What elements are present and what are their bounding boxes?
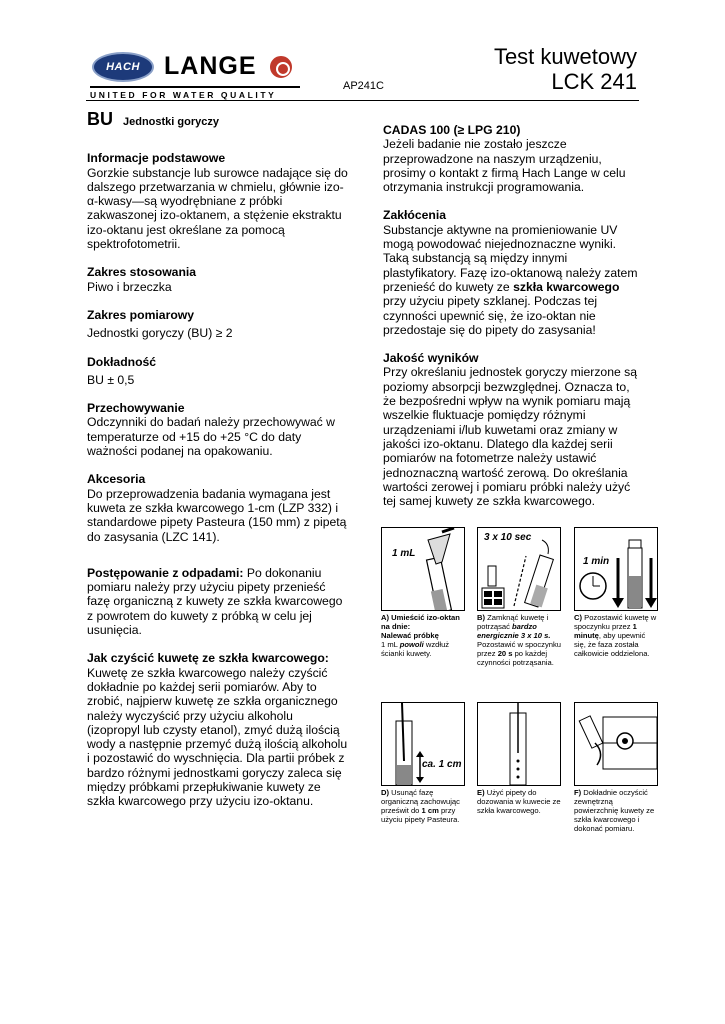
- step-a: [381, 527, 465, 658]
- section-text: Do przeprowadzenia badania wymagana jest kuweta ze szkła kwarcowego 1-cm (LZP 332) i standardowe pipety Pasteura (150 mm) z pipetą do zasysania (LZC 141).: [87, 486, 347, 544]
- title-line-2: LCK 241: [551, 69, 637, 94]
- section-heading: Zakres pomiarowy: [87, 307, 195, 322]
- left-column: [87, 109, 349, 823]
- step-d: [381, 702, 465, 824]
- distance-label: ca. 1 cm: [422, 759, 462, 770]
- step-d-caption: D) Usunąć fazę organiczną zachowując prześwit do 1 cm przy użyciu pipety Pasteura.: [381, 788, 460, 824]
- section-text-bold: szkła kwarcowego: [513, 279, 620, 294]
- section-heading: Postępowanie z odpadami:: [87, 565, 244, 580]
- section-text: Po dokonaniu pomiaru należy przy użyciu pipety przenieść fazę organiczną z kuwety ze szkła kwarcowego z powrotem do kuwety z próbką w celu jej usunięcia.: [87, 565, 343, 638]
- step-e: [477, 702, 561, 815]
- section-storage: [87, 401, 349, 458]
- section-accuracy: [87, 355, 349, 388]
- step-c-caption: C) Pozostawić kuwetę w spoczynku przez 1 minutę, aby upewnić się, że faza została całkowicie oddzielona.: [574, 613, 657, 658]
- section-waste: [87, 566, 349, 637]
- section-heading: Jakość wyników: [383, 351, 479, 366]
- step-e-illustration: [477, 702, 561, 786]
- step-b: [477, 527, 561, 667]
- step-d-illustration: [381, 702, 465, 786]
- right-column: [383, 123, 643, 522]
- section-text: Piwo i brzeczka: [87, 279, 172, 294]
- section-heading: Dokładność: [87, 354, 157, 369]
- step-f-illustration: [574, 702, 658, 786]
- section-heading: CADAS 100 (≥ LPG 210): [383, 123, 521, 137]
- section-cleaning: [87, 651, 349, 808]
- section-text: Jednostki goryczy (BU) ≥ 2: [87, 326, 233, 341]
- section-text: Przy określaniu jednostek goryczy mierzone są poziomy absorpcji bezwzględnej. Oznacza to, że bezpośredni wpływ na wynik pomiaru mają wszelkie fluktuacje pomiędzy różnymi urządzeniami i/lub kuwetami oraz zmiany w jakości izo-oktanu. Dlatego dla każdej serii pomiarów na fotometrze należy ustawić jednoznaczną wartość zerową. Do określania wartości zerowej i pomiaru próbki należy użyć tej samej kuwety ze szkła kwarcowego.: [383, 365, 638, 509]
- parameter-label: Jednostki goryczy: [123, 116, 219, 128]
- section-scope: [87, 265, 349, 294]
- lange-mark-icon: [270, 56, 292, 78]
- section-info: [87, 151, 349, 251]
- remove-phase-icon: [382, 703, 465, 786]
- section-cadas: [383, 123, 643, 194]
- hach-lange-logo: [90, 50, 300, 84]
- lange-logo-text: LANGE: [164, 52, 257, 80]
- section-text: Gorzkie substancje lub surowce nadające się do dalszego przetwarzania w chmielu, głównie izo-α-kwasy—są wyodrębniane z próbki zakwaszonej izo-oktanem, a stężenie ekstraktu izo-oktanu jest określane za pomocą spektrofotometrii.: [87, 165, 348, 252]
- section-interference: [383, 208, 643, 337]
- pipette-cuvette-icon: [382, 528, 465, 611]
- section-range: [87, 308, 349, 341]
- step-f-caption: F) Dokładnie oczyścić zewnętrzną powierzchnię kuwety ze szkła kwarcowego i dokonać pomiaru.: [574, 788, 655, 833]
- section-heading: Zakłócenia: [383, 208, 446, 223]
- parameter-code: BU: [87, 109, 113, 129]
- step-e-caption: E) Użyć pipety do dozowania w kuwecie ze szkła kwarcowego.: [477, 788, 561, 815]
- pipette-quartz-cuvette-icon: [478, 703, 561, 786]
- section-heading: Zakres stosowania: [87, 265, 197, 280]
- step-a-illustration: [381, 527, 465, 611]
- hach-logo: HACH: [92, 52, 154, 82]
- section-heading: Informacje podstawowe: [87, 151, 226, 166]
- step-c-illustration: [574, 527, 658, 611]
- section-accessories: [87, 472, 349, 543]
- title-line-1: Test kuwetowy: [493, 44, 637, 69]
- section-heading: Akcesoria: [87, 472, 146, 487]
- section-heading: Przechowywanie: [87, 401, 185, 416]
- document-code: AP241C: [343, 80, 384, 92]
- section-text: Odczynniki do badań należy przechowywać w temperaturze od +15 do +25 °C do daty ważności podanej na opakowaniu.: [87, 415, 335, 459]
- section-text: Jeżeli badanie nie zostało jeszcze przeprowadzone na naszym urządzeniu, prosimy o kontakt z firmą Hach Lange w celu otrzymania instrukcji programowania.: [383, 137, 626, 195]
- section-text: przy użyciu pipety szklanej. Podczas tej czynności upewnić się, że izo-oktan nie przedostaje się do pipety do zasysania!: [383, 294, 598, 337]
- parameter-heading: [87, 109, 349, 129]
- step-c: [574, 527, 658, 658]
- step-b-caption: B) Zamknąć kuwetę i potrząsać bardzo energicznie 3 x 10 s. Pozostawić w spoczynku przez 20 s po każdej czynności potrząsania.: [477, 613, 561, 667]
- step-a-caption: A) Umieścić izo-oktan na dnie: Nalewać próbkę 1 mL powoli wzdłuż ściankі kuwety.: [381, 613, 460, 658]
- volume-label: 1 mL: [392, 548, 416, 559]
- section-heading: Jak czyścić kuwetę ze szkła kwarcowego:: [87, 651, 329, 666]
- step-f: [574, 702, 658, 833]
- section-text: Kuwetę ze szkła kwarcowego należy czyścić dokładnie po każdej serii pomiarów. Aby to zrobić, najpierw kuwetę ze szkła organicznego należy wyczyścić przy użyciu alkoholu (izopropyl lub czysty etanol), zmyć dużą ilością wody a następnie przemyć dużą ilością alkoholu i pozostawić do wyschnięcia. Dla partii próbek z bardzo różnymi jednostkami goryczy zaleca się między próbkami przepłukiwanie kuwety ze szkła kwarcowego przy użyciu izo-oktanu.: [87, 665, 348, 809]
- tagline: UNITED FOR WATER QUALITY: [90, 86, 300, 100]
- timer-cuvette-icon: [575, 528, 658, 611]
- time-label: 1 min: [583, 556, 610, 567]
- clean-measure-icon: [575, 703, 658, 786]
- section-text: BU ± 0,5: [87, 372, 135, 387]
- header-divider: [86, 100, 639, 101]
- shake-label: 3 x 10 sec: [484, 532, 532, 543]
- section-text: Substancje aktywne na promieniowanie UV mogą powodować niejednoznaczne wyniki. Taką substancją są między innymi plastyfikatory. Fazę izo-oktanową należy zatem przenieść do kuwety ze: [383, 222, 638, 294]
- step-b-illustration: [477, 527, 561, 611]
- document-title: [494, 44, 637, 94]
- section-quality: [383, 351, 643, 508]
